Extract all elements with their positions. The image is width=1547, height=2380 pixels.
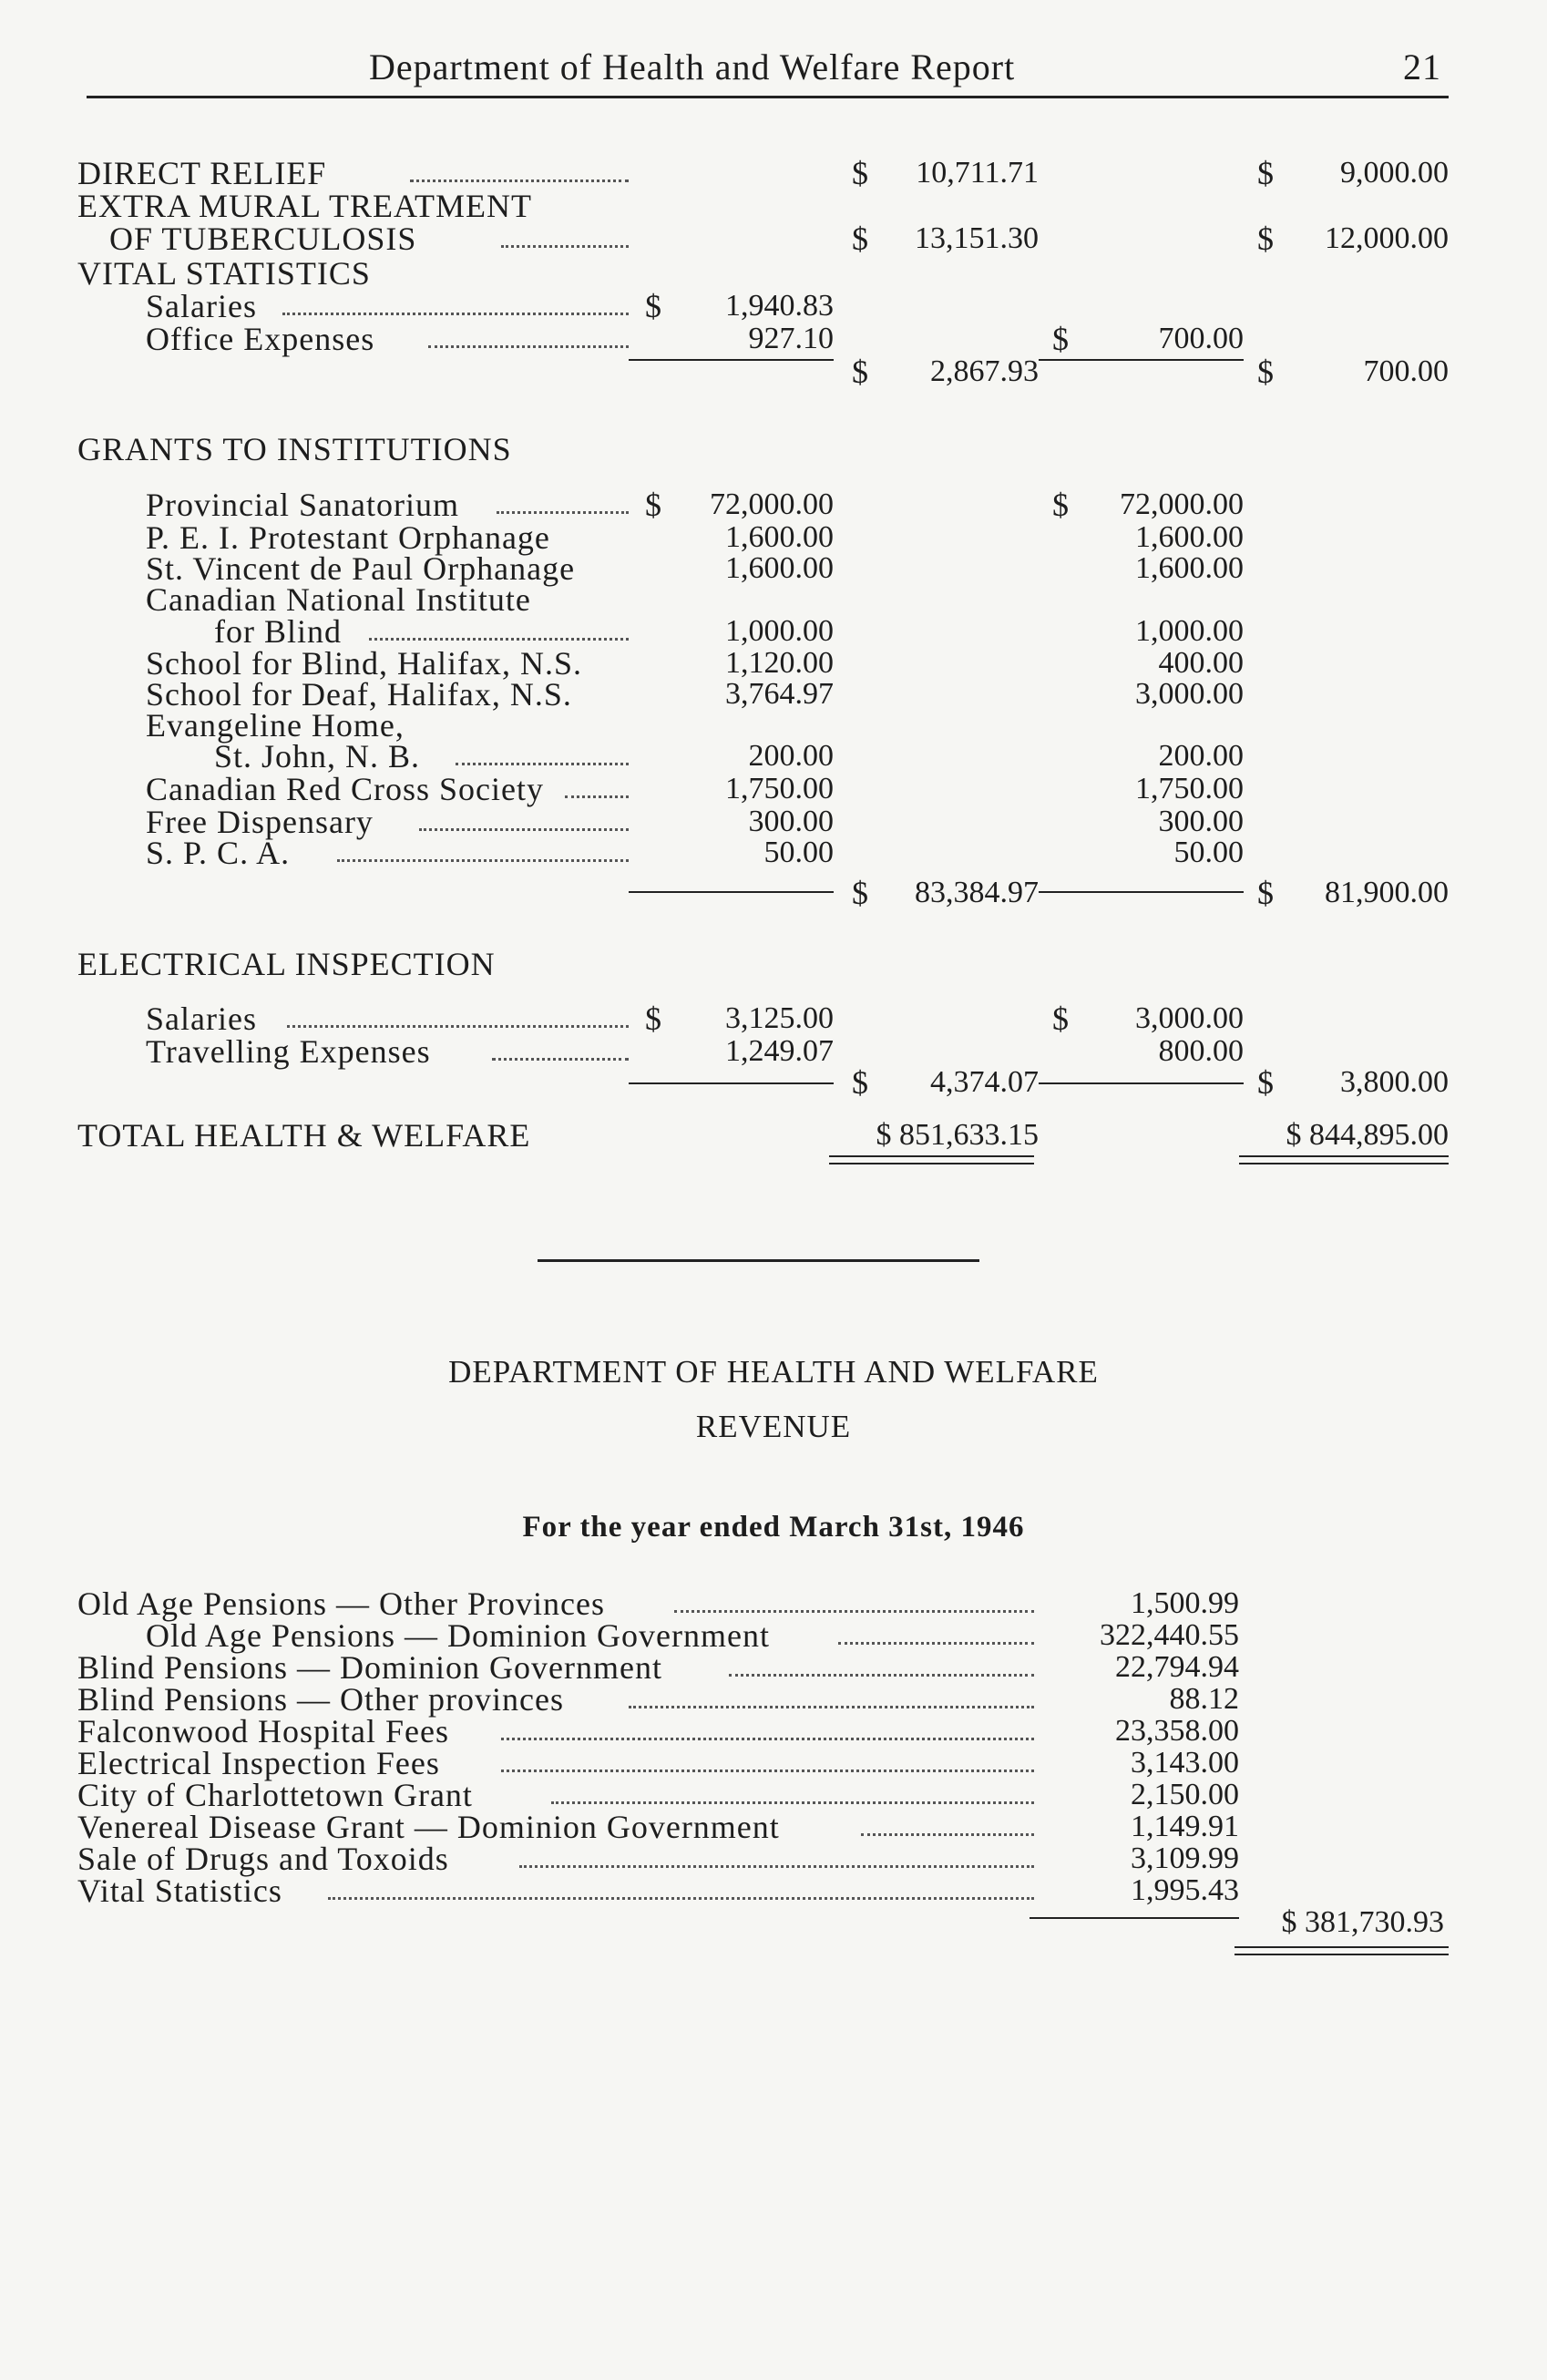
direct-relief-actual: 10,711.71	[916, 156, 1039, 190]
header-rule	[87, 96, 1449, 98]
revenue-item-value: 322,440.55	[1100, 1618, 1239, 1652]
leader-dots	[861, 1811, 1034, 1843]
grant-item-actual: 50.00	[763, 836, 834, 869]
grant-item-label-2: for Blind	[214, 613, 342, 650]
revenue-item-label: Blind Pensions — Other provinces	[77, 1681, 564, 1718]
electrical-salaries-estimate: 3,000.00	[1135, 1001, 1244, 1035]
dollar-sign: $	[1257, 155, 1274, 191]
grant-item-actual: 1,600.00	[725, 520, 834, 554]
revenue-item-label: Vital Statistics	[77, 1872, 282, 1909]
dollar-sign: $	[1052, 321, 1069, 357]
vital-office-label: Office Expenses	[146, 321, 375, 357]
leader-dots	[501, 1747, 1034, 1780]
grant-item-estimate: 300.00	[1158, 805, 1244, 838]
grant-item-actual: 1,120.00	[725, 646, 834, 680]
grant-item-actual: 200.00	[748, 739, 834, 773]
dollar-sign: $	[1257, 1064, 1274, 1101]
grants-label: GRANTS TO INSTITUTIONS	[77, 431, 512, 467]
dollar-sign: $	[852, 1064, 868, 1101]
dollar-sign: $	[852, 354, 868, 390]
grant-item-actual: 1,750.00	[725, 772, 834, 805]
grant-item-label: P. E. I. Protestant Orphanage	[146, 519, 550, 556]
revenue-item-value: 88.12	[1169, 1682, 1239, 1716]
leader-dots	[369, 615, 629, 648]
direct-relief-label: DIRECT RELIEF	[77, 155, 327, 191]
grant-item-estimate: 1,600.00	[1135, 520, 1244, 554]
extra-mural-label: EXTRA MURAL TREATMENT	[77, 188, 533, 224]
electrical-travel-actual: 1,249.07	[725, 1034, 834, 1068]
vital-total-actual: 2,867.93	[930, 354, 1039, 388]
page-header-title: Department of Health and Welfare Report	[369, 46, 1016, 87]
electrical-label: ELECTRICAL INSPECTION	[77, 946, 496, 982]
revenue-item-value: 2,150.00	[1131, 1778, 1239, 1811]
extra-mural-actual: 13,151.30	[915, 221, 1039, 255]
grant-item-label: S. P. C. A.	[146, 835, 291, 871]
dollar-sign: $	[645, 288, 661, 324]
grants-total-estimate: 81,900.00	[1325, 876, 1449, 909]
grant-item-label: Canadian National Institute	[146, 581, 531, 618]
grant-item-actual: 1,600.00	[725, 551, 834, 585]
revenue-item-label: Venereal Disease Grant — Dominion Government	[77, 1809, 780, 1845]
dollar-sign: $	[852, 221, 868, 257]
leader-dots	[419, 805, 629, 838]
subtotal-rule	[1039, 1082, 1244, 1084]
double-rule	[829, 1163, 1034, 1164]
grant-item-estimate: 1,750.00	[1135, 772, 1244, 805]
leader-dots	[492, 1035, 629, 1068]
revenue-total: $ 381,730.93	[1281, 1905, 1444, 1939]
leader-dots	[428, 323, 629, 355]
electrical-salaries-actual: 3,125.00	[725, 1001, 834, 1035]
revenue-subtitle: REVENUE	[695, 1409, 852, 1444]
section-divider	[538, 1259, 979, 1262]
revenue-item-label: Old Age Pensions — Other Provinces	[77, 1585, 605, 1622]
electrical-travel-estimate: 800.00	[1158, 1034, 1244, 1068]
grant-item-estimate: 200.00	[1158, 739, 1244, 773]
leader-dots	[501, 1715, 1034, 1748]
dollar-sign: $	[1257, 875, 1274, 911]
grand-total-estimate: $ 844,895.00	[1286, 1118, 1449, 1152]
grant-item-label: Canadian Red Cross Society	[146, 771, 544, 807]
subtotal-rule	[1039, 891, 1244, 893]
electrical-salaries-label: Salaries	[146, 1000, 257, 1037]
grant-item-label-2: St. John, N. B.	[214, 738, 421, 775]
dollar-sign: $	[1257, 354, 1274, 390]
leader-dots	[337, 836, 629, 869]
subtotal-rule	[1039, 359, 1244, 361]
electrical-travel-label: Travelling Expenses	[146, 1033, 431, 1070]
grant-item-estimate: 50.00	[1173, 836, 1244, 869]
vital-salaries-label: Salaries	[146, 288, 257, 324]
extra-mural-estimate: 12,000.00	[1325, 221, 1449, 255]
leader-dots	[565, 773, 629, 805]
leader-dots	[497, 488, 629, 521]
leader-dots	[282, 290, 629, 323]
subtotal-rule	[629, 1082, 834, 1084]
vital-salaries-actual: 1,940.83	[725, 289, 834, 323]
revenue-item-label: Falconwood Hospital Fees	[77, 1713, 449, 1749]
revenue-item-value: 3,109.99	[1131, 1841, 1239, 1875]
leader-dots	[287, 1002, 629, 1035]
leader-dots	[629, 1683, 1034, 1716]
grant-item-label: Evangeline Home,	[146, 707, 405, 744]
leader-dots	[674, 1587, 1034, 1620]
electrical-total-actual: 4,374.07	[930, 1065, 1039, 1099]
revenue-item-value: 22,794.94	[1115, 1650, 1239, 1684]
leader-dots	[501, 222, 629, 255]
revenue-item-label: City of Charlottetown Grant	[77, 1777, 473, 1813]
grant-item-label: St. Vincent de Paul Orphanage	[146, 550, 576, 587]
double-rule	[1239, 1163, 1449, 1164]
subtotal-rule	[1030, 1917, 1239, 1919]
double-rule	[1239, 1155, 1449, 1157]
leader-dots	[410, 157, 629, 190]
grant-item-actual: 1,000.00	[725, 614, 834, 648]
dollar-sign: $	[1257, 221, 1274, 257]
revenue-period: For the year ended March 31st, 1946	[522, 1511, 1025, 1544]
revenue-item-label: Blind Pensions — Dominion Government	[77, 1649, 662, 1686]
leader-dots	[838, 1619, 1034, 1652]
leader-dots	[729, 1651, 1034, 1684]
grant-item-label: School for Deaf, Halifax, N.S.	[146, 676, 572, 713]
leader-dots	[519, 1842, 1034, 1875]
grant-item-estimate: 400.00	[1158, 646, 1244, 680]
grand-total-actual: $ 851,633.15	[876, 1118, 1039, 1152]
direct-relief-estimate: 9,000.00	[1340, 156, 1449, 190]
revenue-item-label: Old Age Pensions — Dominion Government	[146, 1617, 770, 1654]
revenue-item-label: Sale of Drugs and Toxoids	[77, 1841, 449, 1877]
revenue-title: DEPARTMENT OF HEALTH AND WELFARE	[448, 1354, 1099, 1390]
vital-office-actual: 927.10	[748, 322, 834, 355]
leader-dots	[551, 1779, 1034, 1811]
double-rule	[1235, 1954, 1449, 1955]
grant-item-estimate: 1,600.00	[1135, 551, 1244, 585]
grants-total-actual: 83,384.97	[915, 876, 1039, 909]
double-rule	[829, 1155, 1034, 1157]
dollar-sign: $	[852, 875, 868, 911]
extra-mural-label-2: OF TUBERCULOSIS	[109, 221, 417, 257]
grant-item-actual: 3,764.97	[725, 677, 834, 711]
dollar-sign: $	[1052, 1000, 1069, 1037]
vital-statistics-label: VITAL STATISTICS	[77, 255, 371, 292]
revenue-item-value: 1,995.43	[1131, 1873, 1239, 1907]
page-number: 21	[1403, 46, 1441, 87]
revenue-item-value: 23,358.00	[1115, 1714, 1239, 1748]
vital-total-estimate: 700.00	[1363, 354, 1449, 388]
grant-item-actual: 72,000.00	[710, 487, 834, 521]
grand-total-label: TOTAL HEALTH & WELFARE	[77, 1117, 531, 1154]
dollar-sign: $	[852, 155, 868, 191]
revenue-item-label: Electrical Inspection Fees	[77, 1745, 440, 1781]
revenue-item-value: 3,143.00	[1131, 1746, 1239, 1780]
revenue-item-value: 1,149.91	[1131, 1810, 1239, 1843]
leader-dots	[328, 1874, 1034, 1907]
grant-item-estimate: 72,000.00	[1120, 487, 1244, 521]
vital-office-estimate: 700.00	[1158, 322, 1244, 355]
leader-dots	[456, 740, 629, 773]
dollar-sign: $	[645, 1000, 661, 1037]
subtotal-rule	[629, 891, 834, 893]
subtotal-rule	[629, 359, 834, 361]
grant-item-label: Provincial Sanatorium	[146, 487, 459, 523]
grant-item-estimate: 1,000.00	[1135, 614, 1244, 648]
dollar-sign: $	[645, 487, 661, 523]
double-rule	[1235, 1946, 1449, 1948]
grant-item-label: School for Blind, Halifax, N.S.	[146, 645, 582, 682]
electrical-total-estimate: 3,800.00	[1340, 1065, 1449, 1099]
grant-item-estimate: 3,000.00	[1135, 677, 1244, 711]
grant-item-label: Free Dispensary	[146, 804, 374, 840]
revenue-item-value: 1,500.99	[1131, 1586, 1239, 1620]
dollar-sign: $	[1052, 487, 1069, 523]
grant-item-actual: 300.00	[748, 805, 834, 838]
